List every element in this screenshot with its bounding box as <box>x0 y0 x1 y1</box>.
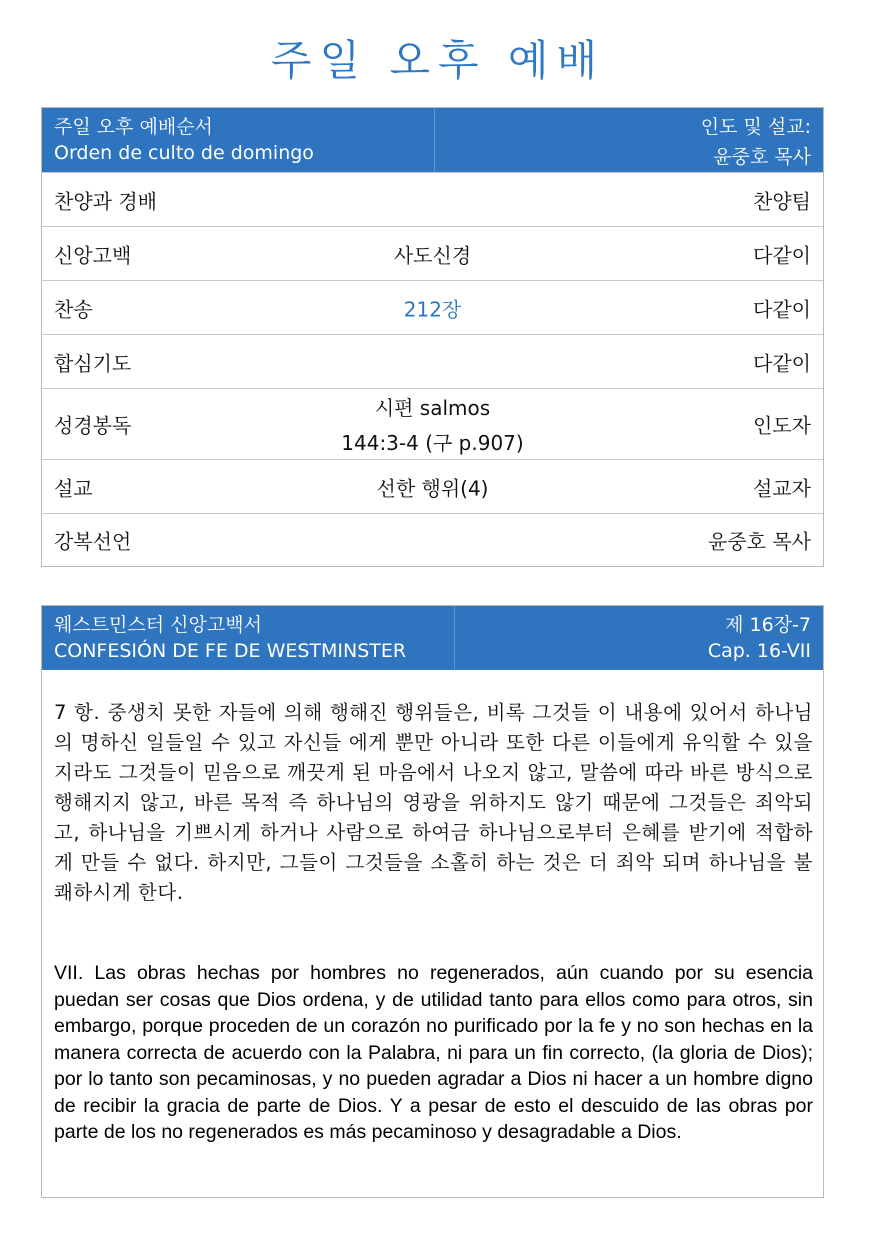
row-label: 합심기도 <box>54 351 132 375</box>
row-leader: 다같이 <box>753 297 811 321</box>
page-title: 주일 오후 예배 <box>270 36 606 85</box>
service-row-prayer <box>42 334 823 388</box>
leader-label: 인도 및 설교: <box>700 116 811 138</box>
row-leader: 윤중호 목사 <box>708 529 811 554</box>
service-row-praise <box>42 172 823 226</box>
row-leader: 다같이 <box>753 351 811 375</box>
chapter-es: Cap. 16-VII <box>707 640 811 662</box>
row-label: 신앙고백 <box>54 243 132 267</box>
service-order-header-right <box>434 108 823 172</box>
chapter-ko: 제 16장-7 <box>725 614 811 636</box>
service-order-header <box>42 108 823 172</box>
confession-header-left <box>42 606 407 670</box>
row-detail <box>42 392 823 456</box>
service-row-benediction <box>42 513 823 566</box>
service-order-title-ko: 주일 오후 예배순서 <box>54 116 213 138</box>
row-detail: 사도신경 <box>393 243 472 267</box>
service-order-header-left <box>42 108 314 172</box>
service-order-table <box>41 107 824 567</box>
row-detail: 212장 <box>403 297 462 321</box>
confession-box <box>41 605 824 1198</box>
row-label: 찬양과 경배 <box>54 189 157 213</box>
confession-text-korean: 7 항. 중생치 못한 자들에 의해 행해진 행위들은, 비록 그것들 이 내용에 있어서 하나님의 명하신 일들일 수 있고 자신들 에게 뿐만 아니라 또한 다른 이들에게 유익할 수 있을지라도 그것들이 믿음으로 깨끗게 된 마음에서 나오지 않고, 말씀에 따라 바른 방식으로 행해지지 않고, 바른 목적 즉 하나님의 영광을 위하지도 않기 때문에 그것들은 죄악되고, 하나님을 기쁘시게 하거나 사람으로 하여금 하나님으로부터 은혜를 받기에 적합하게 만들 수 없다. 하지만, 그들이 그것들을 소홀히 하는 것은 더 죄악 되며 하나님을 불쾌하시게 한다. <box>54 701 813 904</box>
confession-header-right <box>454 606 823 670</box>
service-order-title-es: Orden de culto de domingo <box>54 142 314 164</box>
service-row-hymn <box>42 280 823 334</box>
row-leader: 다같이 <box>753 243 811 267</box>
confession-header <box>42 606 823 670</box>
scripture-reference: 144:3-4 (구 p.907) <box>341 431 524 455</box>
row-label: 강복선언 <box>54 529 132 554</box>
confession-title-ko: 웨스트민스터 신앙고백서 <box>54 614 262 636</box>
leader-name: 윤중호 목사 <box>713 146 811 168</box>
row-label: 설교 <box>54 476 93 500</box>
scripture-book: 시편 salmos <box>374 396 491 420</box>
row-leader: 인도자 <box>753 413 811 438</box>
service-row-sermon <box>42 459 823 513</box>
confession-title-es: CONFESIÓN DE FE DE WESTMINSTER <box>54 640 407 662</box>
row-leader: 설교자 <box>753 476 811 500</box>
row-label: 찬송 <box>54 297 93 321</box>
service-row-creed <box>42 226 823 280</box>
row-detail: 선한 행위(4) <box>376 476 489 500</box>
service-row-scripture <box>42 388 823 459</box>
row-leader: 찬양팀 <box>753 189 811 213</box>
row-label: 성경봉독 <box>54 413 132 438</box>
confession-text-spanish: VII. Las obras hechas por hombres no regenerados, aún cuando por su esencia puedan ser cosas que Dios ordena, y de utilidad tanto para ellos como para otros, sin embargo, porque proceden de un corazón no purificado por la fe y no son hechas en la manera correcta de acuerdo con la Palabra, ni para un fin correcto, (la gloria de Dios); por lo tanto son pecaminosas, y no pueden agradar a Dios ni hacer a un hombre digno de recibir la gracia de parte de Dios. Y a pesar de esto el descuido de las obras por parte de los no regenerados es más pecaminoso y desagradable a Dios. <box>54 962 813 1143</box>
